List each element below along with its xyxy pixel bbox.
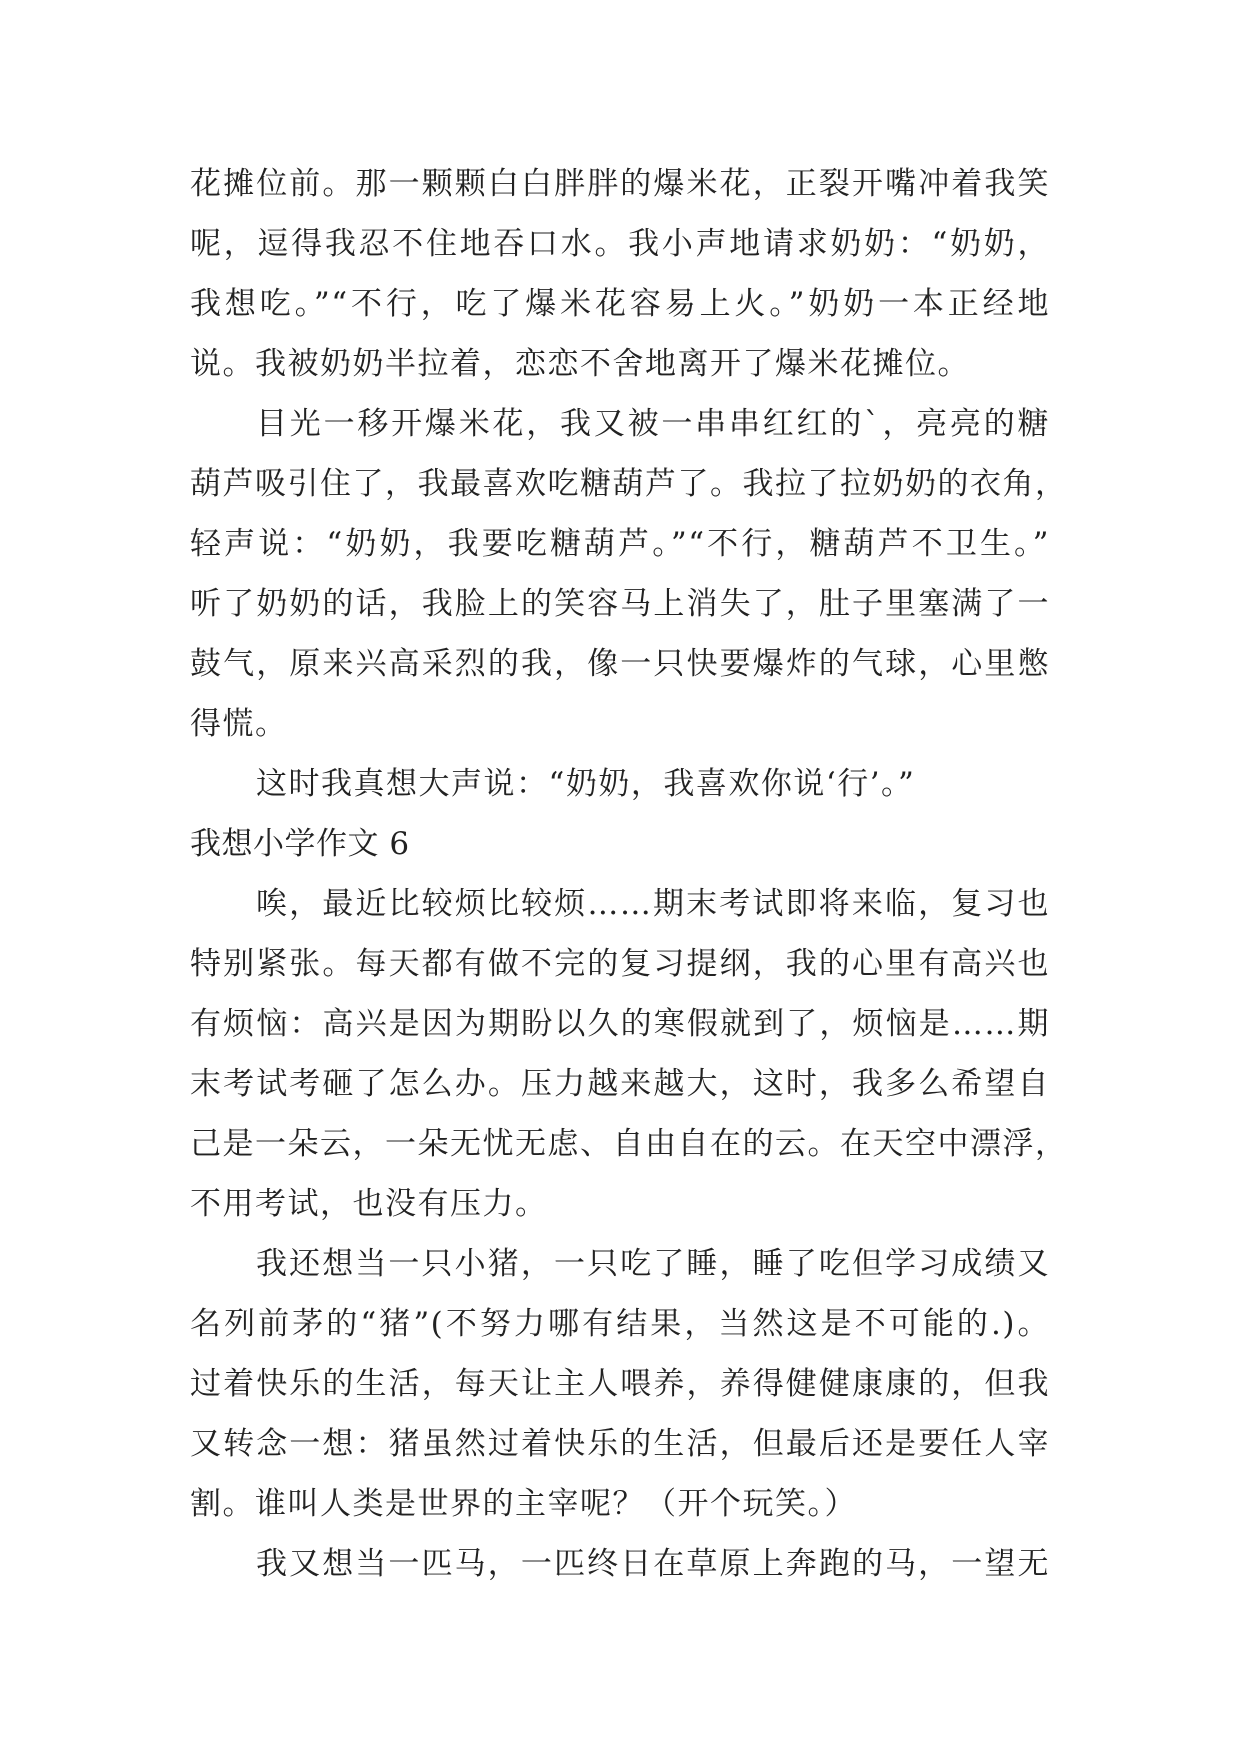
text-line: 割。谁叫人类是世界的主宰呢？（开个玩笑。） — [190, 1486, 857, 1522]
paragraph-first-line: 唉，最近比较烦比较烦……期末考试即将来临，复习也 — [256, 886, 1050, 922]
text-line: 我想吃。”“不行，吃了爆米花容易上火。”奶奶一本正经地 — [190, 286, 1050, 322]
text-line: 过着快乐的生活，每天让主人喂养，养得健健康康的，但我 — [190, 1366, 1050, 1402]
text-line: 末考试考砸了怎么办。压力越来越大，这时，我多么希望自 — [190, 1066, 1050, 1102]
text-line: 不用考试，也没有压力。 — [190, 1186, 548, 1222]
text-line: 又转念一想：猪虽然过着快乐的生活，但最后还是要任人宰 — [190, 1426, 1050, 1462]
paragraph-first-line: 我还想当一只小猪，一只吃了睡，睡了吃但学习成绩又 — [256, 1246, 1050, 1282]
text-line: 名列前茅的“猪”(不努力哪有结果，当然这是不可能的.)。 — [190, 1306, 1050, 1342]
text-line: 得慌。 — [190, 706, 288, 742]
text-line: 轻声说：“奶奶，我要吃糖葫芦。”“不行，糖葫芦不卫生。” — [190, 526, 1050, 562]
text-line: 鼓气，原来兴高采烈的我，像一只快要爆炸的气球，心里憋 — [190, 646, 1050, 682]
paragraph-first-line: 我又想当一匹马，一匹终日在草原上奔跑的马，一望无 — [256, 1546, 1050, 1582]
text-line: 说。我被奶奶半拉着，恋恋不舍地离开了爆米花摊位。 — [190, 346, 970, 382]
text-line: 有烦恼：高兴是因为期盼以久的寒假就到了，烦恼是……期 — [190, 1006, 1050, 1042]
paragraph-first-line: 这时我真想大声说：“奶奶，我喜欢你说‘行’。” — [256, 766, 916, 802]
text-line: 特别紧张。每天都有做不完的复习提纲，我的心里有高兴也 — [190, 946, 1050, 982]
text-line: 呢，逗得我忍不住地吞口水。我小声地请求奶奶：“奶奶， — [190, 226, 1050, 262]
text-line: 听了奶奶的话，我脸上的笑容马上消失了，肚子里塞满了一 — [190, 586, 1050, 622]
paragraph-first-line: 目光一移开爆米花，我又被一串串红红的`，亮亮的糖 — [256, 406, 1050, 442]
section-heading: 我想小学作文 6 — [190, 826, 410, 862]
text-line: 花摊位前。那一颗颗白白胖胖的爆米花，正裂开嘴冲着我笑 — [190, 166, 1050, 202]
document-page — [190, 154, 1068, 1594]
text-line: 葫芦吸引住了，我最喜欢吃糖葫芦了。我拉了拉奶奶的衣角， — [190, 466, 1068, 502]
text-line: 己是一朵云，一朵无忧无虑、自由自在的云。在天空中漂浮， — [190, 1126, 1068, 1162]
